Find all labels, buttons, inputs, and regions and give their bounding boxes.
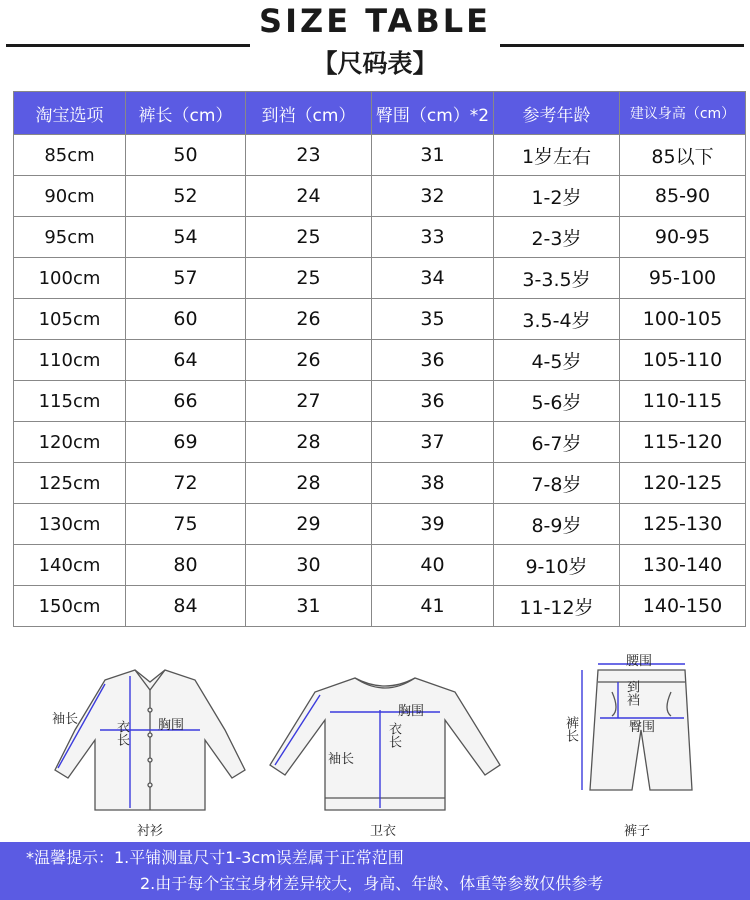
measurement-diagrams [0,650,750,840]
column-header: 参考年龄 [494,92,620,135]
table-cell: 39 [372,504,494,545]
table-cell: 95cm [14,217,126,258]
table-cell: 110-115 [620,381,746,422]
table-cell: 100-105 [620,299,746,340]
table-cell: 110cm [14,340,126,381]
table-cell: 85-90 [620,176,746,217]
pants-name-label: 裤子 [624,824,651,839]
table-cell: 60 [126,299,246,340]
table-cell: 84 [126,586,246,627]
page-title-en: SIZE TABLE [259,2,491,40]
table-cell: 11-12岁 [494,586,620,627]
table-cell: 125-130 [620,504,746,545]
table-cell: 35 [372,299,494,340]
table-cell: 36 [372,381,494,422]
shirt-chest-label: 胸围 [158,718,185,733]
table-cell: 25 [246,258,372,299]
table-cell: 37 [372,422,494,463]
table-row [14,463,746,504]
table-header-row [14,92,746,135]
shirt-length-label: 衣长 [114,720,129,746]
table-cell: 26 [246,299,372,340]
table-row [14,299,746,340]
table-cell: 95-100 [620,258,746,299]
table-row [14,217,746,258]
sweater-length-label: 衣长 [386,722,401,748]
column-header: 臀围（cm）*2 [372,92,494,135]
table-row [14,135,746,176]
table-row [14,504,746,545]
table-cell: 85以下 [620,135,746,176]
size-table [13,91,746,627]
table-cell: 72 [126,463,246,504]
table-cell: 57 [126,258,246,299]
table-cell: 5-6岁 [494,381,620,422]
table-cell: 52 [126,176,246,217]
table-cell: 130-140 [620,545,746,586]
table-cell: 120-125 [620,463,746,504]
table-cell: 3.5-4岁 [494,299,620,340]
table-body [14,135,746,627]
table-cell: 80 [126,545,246,586]
sweater-chest-label: 胸围 [398,704,425,719]
table-cell: 64 [126,340,246,381]
table-cell: 150cm [14,586,126,627]
table-cell: 140-150 [620,586,746,627]
table-cell: 115cm [14,381,126,422]
table-cell: 1-2岁 [494,176,620,217]
table-cell: 7-8岁 [494,463,620,504]
title-rule-left [6,44,250,47]
table-cell: 90cm [14,176,126,217]
table-cell: 50 [126,135,246,176]
table-row [14,422,746,463]
table-cell: 29 [246,504,372,545]
table-cell: 25 [246,217,372,258]
sweater-sleeve-label: 袖长 [328,752,355,767]
table-cell: 66 [126,381,246,422]
table-cell: 69 [126,422,246,463]
shirt-sleeve-label: 袖长 [52,712,79,727]
table-row [14,545,746,586]
table-row [14,586,746,627]
table-cell: 34 [372,258,494,299]
table-cell: 115-120 [620,422,746,463]
table-cell: 2-3岁 [494,217,620,258]
table-cell: 140cm [14,545,126,586]
table-cell: 130cm [14,504,126,545]
table-cell: 36 [372,340,494,381]
table-cell: 4-5岁 [494,340,620,381]
table-cell: 105cm [14,299,126,340]
table-cell: 31 [372,135,494,176]
table-cell: 120cm [14,422,126,463]
table-cell: 6-7岁 [494,422,620,463]
table-cell: 28 [246,422,372,463]
table-cell: 31 [246,586,372,627]
pants-hip-label: 臀围 [629,720,656,735]
title-rule-right [500,44,744,47]
table-cell: 23 [246,135,372,176]
column-header: 建议身高（cm） [620,92,746,135]
table-cell: 125cm [14,463,126,504]
table-cell: 1岁左右 [494,135,620,176]
table-cell: 27 [246,381,372,422]
table-row [14,381,746,422]
table-cell: 8-9岁 [494,504,620,545]
table-cell: 100cm [14,258,126,299]
table-row [14,258,746,299]
table-cell: 54 [126,217,246,258]
table-cell: 75 [126,504,246,545]
page-title-cn: 【尺码表】 [312,49,438,78]
pants-waist-label: 腰围 [626,654,653,669]
table-cell: 33 [372,217,494,258]
sweater-name-label: 卫衣 [370,824,397,839]
table-cell: 41 [372,586,494,627]
table-row [14,176,746,217]
pants-length-label: 裤长 [563,716,578,742]
table-cell: 105-110 [620,340,746,381]
table-cell: 85cm [14,135,126,176]
notice-banner [0,842,750,900]
notice-line-2: 2.由于每个宝宝身材差异较大，身高、年龄、体重等参数仅供参考 [140,874,604,893]
table-cell: 30 [246,545,372,586]
table-cell: 32 [372,176,494,217]
table-cell: 3-3.5岁 [494,258,620,299]
table-cell: 9-10岁 [494,545,620,586]
table-cell: 90-95 [620,217,746,258]
column-header: 到裆（cm） [246,92,372,135]
table-cell: 24 [246,176,372,217]
notice-line-1: *温馨提示：1.平铺测量尺寸1-3cm误差属于正常范围 [26,848,404,867]
column-header: 裤长（cm） [126,92,246,135]
table-row [14,340,746,381]
table-cell: 38 [372,463,494,504]
pants-rise-label: 到裆 [624,680,639,706]
column-header: 淘宝选项 [14,92,126,135]
table-cell: 28 [246,463,372,504]
shirt-name-label: 衬衫 [137,824,164,839]
table-cell: 40 [372,545,494,586]
table-cell: 26 [246,340,372,381]
